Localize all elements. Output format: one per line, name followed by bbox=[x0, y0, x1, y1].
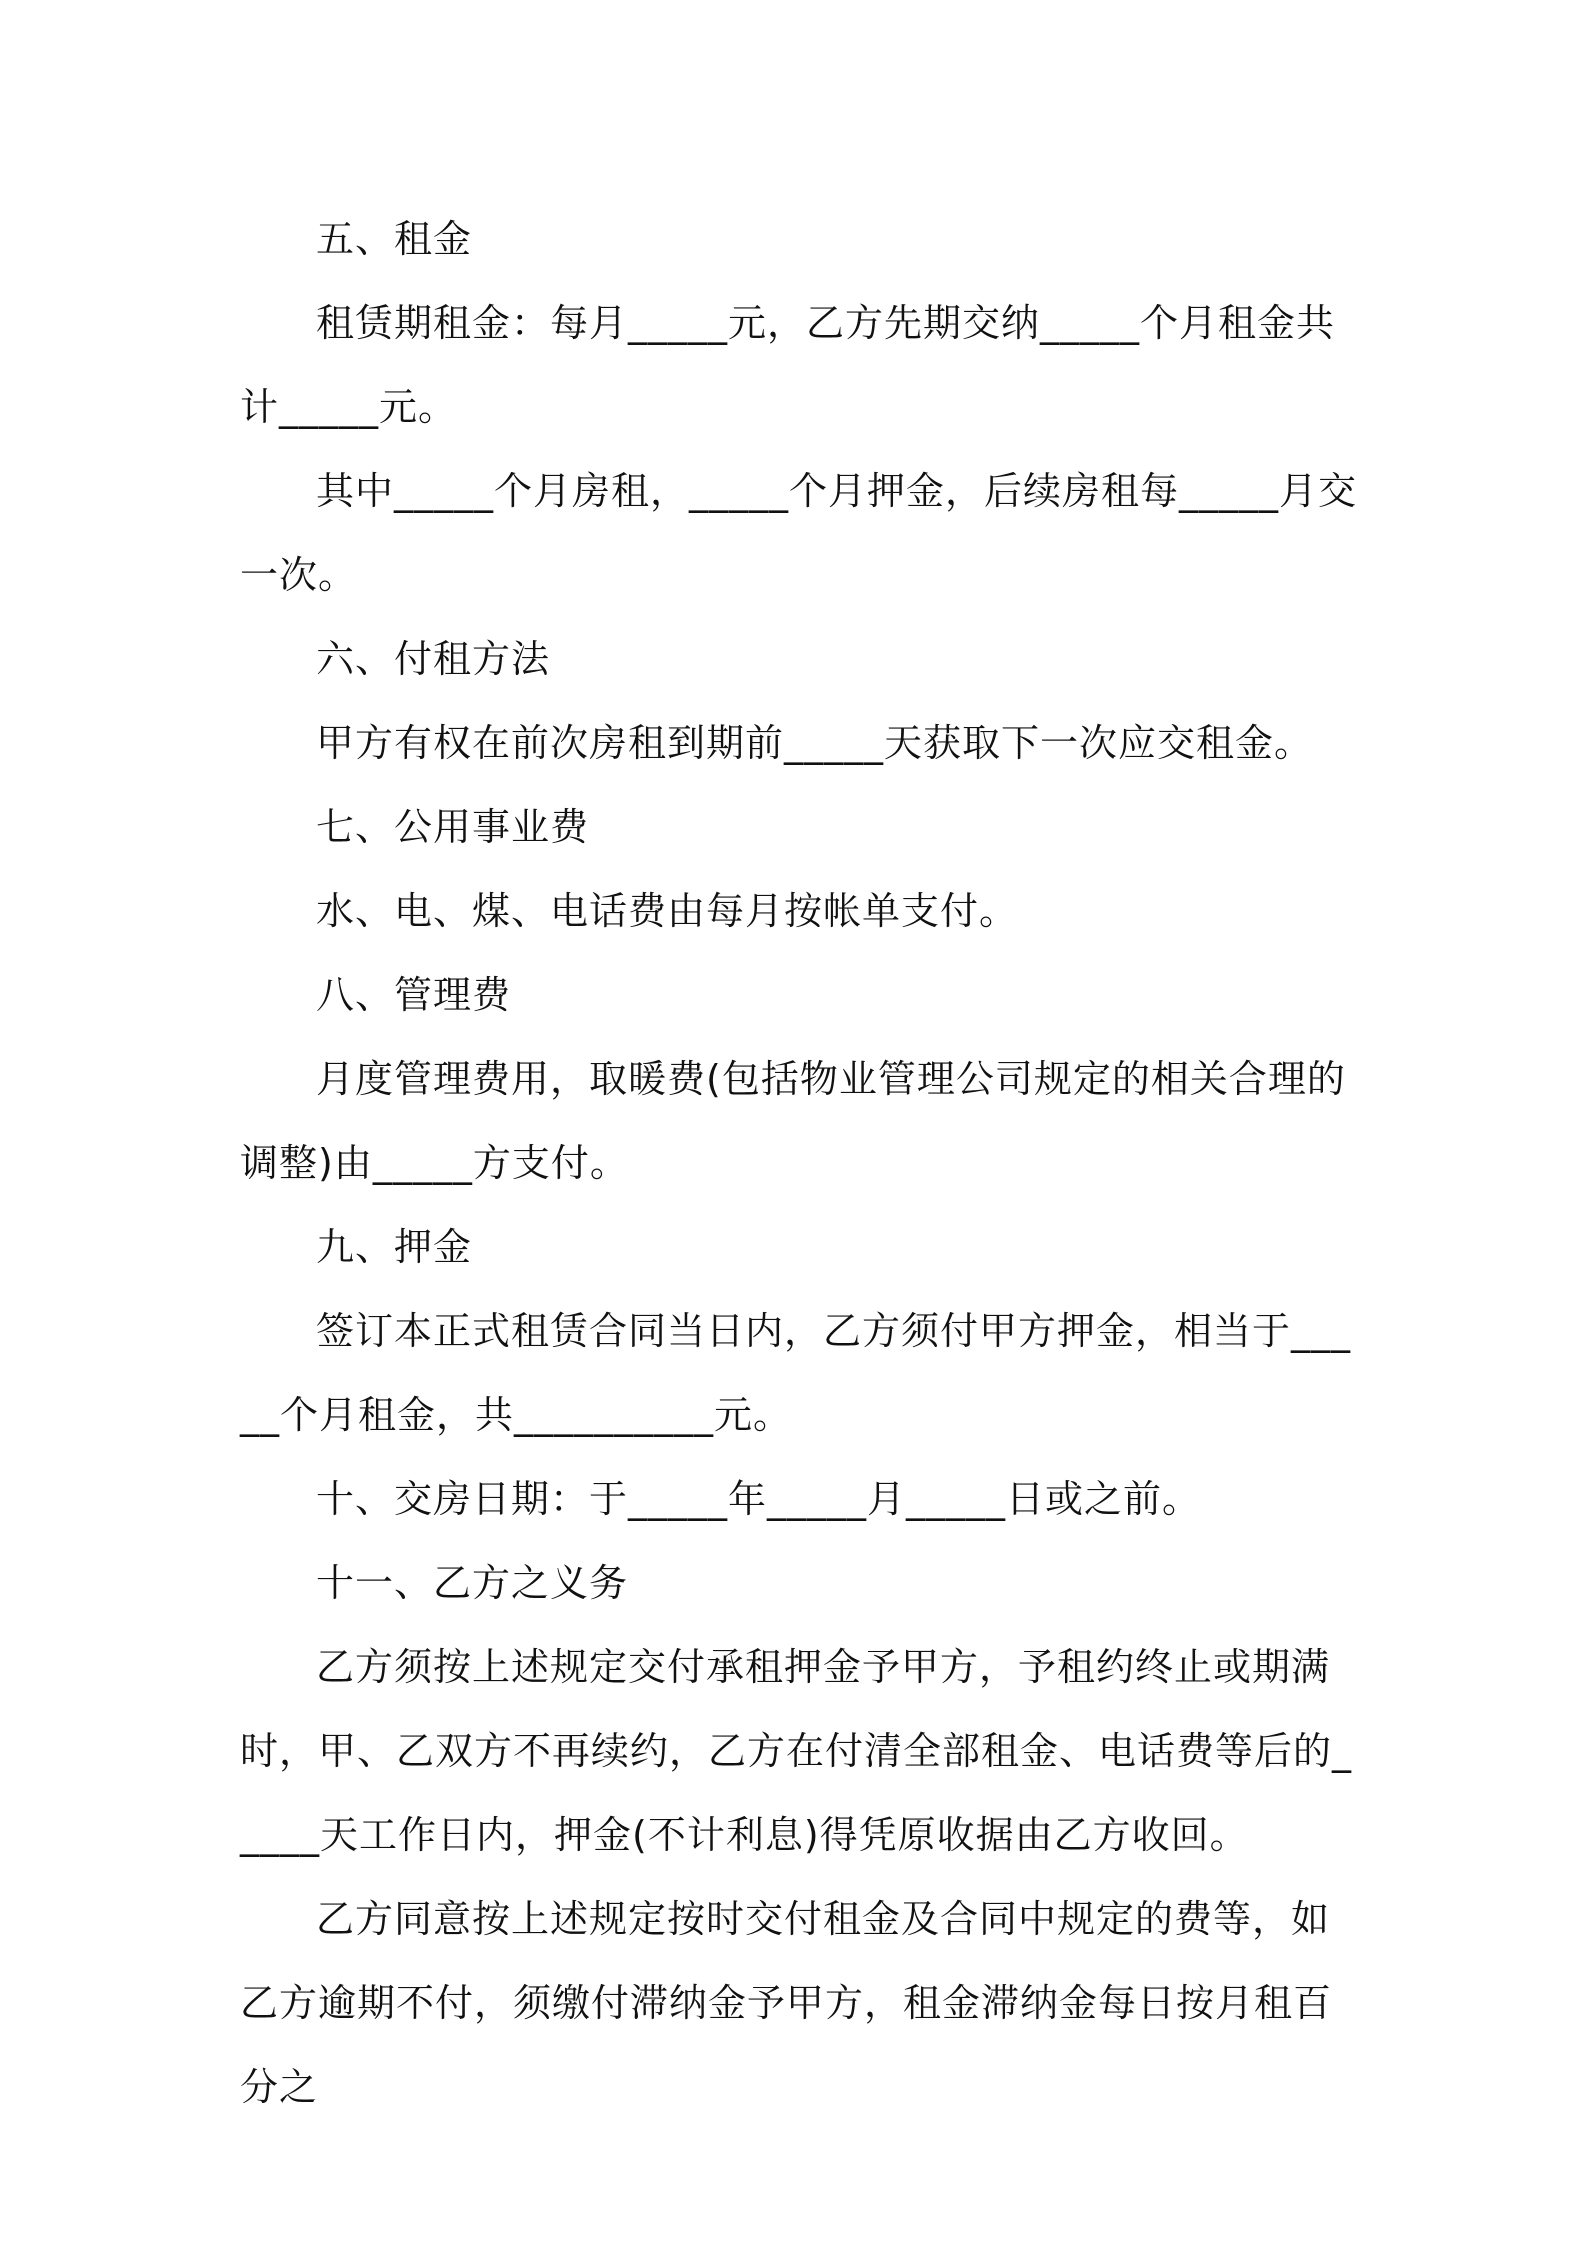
paragraph-management-fee: 月度管理费用，取暖费(包括物业管理公司规定的相关合理的调整)由_____方支付。 bbox=[240, 1057, 1346, 1185]
paragraph-deposit: 签订本正式租赁合同当日内，乙方须付甲方押金，相当于_____个月租金，共__________元。 bbox=[240, 1309, 1352, 1437]
section-heading-deposit: 九、押金 bbox=[316, 1225, 473, 1269]
document-body bbox=[240, 197, 1360, 2129]
section-heading-management-fee: 八、管理费 bbox=[316, 973, 512, 1017]
paragraph-late-fee: 乙方同意按上述规定按时交付租金及合同中规定的费等，如乙方逾期不付，须缴付滞纳金予甲方，租金滞纳金每日按月租百分之 bbox=[240, 1897, 1333, 2109]
paragraph-payment-method: 甲方有权在前次房租到期前_____天获取下一次应交租金。 bbox=[316, 721, 1314, 765]
section-heading-rent: 五、租金 bbox=[316, 217, 473, 261]
paragraph-utilities: 水、电、煤、电话费由每月按帐单支付。 bbox=[316, 889, 1019, 933]
paragraph-rent-amount: 租赁期租金：每月_____元，乙方先期交纳_____个月租金共计_____元。 bbox=[240, 301, 1336, 429]
paragraph-rent-breakdown: 其中_____个月房租，_____个月押金，后续房租每_____月交一次。 bbox=[240, 469, 1358, 597]
paragraph-handover-date: 十、交房日期：于_____年_____月_____日或之前。 bbox=[316, 1477, 1202, 1521]
paragraph-deposit-return: 乙方须按上述规定交付承租押金予甲方，予租约终止或期满时，甲、乙双方不再续约，乙方在付清全部租金、电话费等后的_____天工作日内，押金(不计利息)得凭原收据由乙方收回。 bbox=[240, 1645, 1353, 1857]
section-heading-utilities: 七、公用事业费 bbox=[316, 805, 590, 849]
section-heading-tenant-obligations: 十一、乙方之义务 bbox=[316, 1561, 629, 1605]
section-heading-payment-method: 六、付租方法 bbox=[316, 637, 551, 681]
